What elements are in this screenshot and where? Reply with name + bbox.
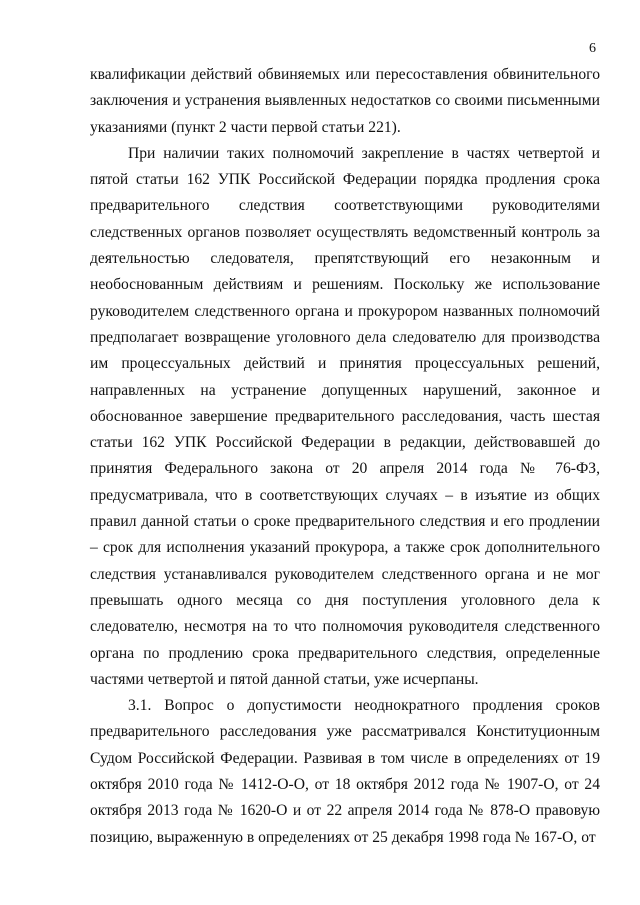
document-body xyxy=(90,62,600,851)
page-number: 6 xyxy=(589,41,596,56)
paragraph-3: 3.1. Вопрос о допустимости неоднократного продления сроков предварительного расследования уже рассматривался Конституционным Судом Российской Федерации. Развивая в том числе в определениях от 19 октября 2010 года № 1412-О-О, от 18 октября 2012 года № 1907-О, от 24 октября 2013 года № 1620-О и от 22 апреля 2014 года № 878-О правовую позицию, выраженную в определениях от 25 декабря 1998 года № 167-О, от xyxy=(90,697,600,846)
paragraph-1: квалификации действий обвиняемых или пересоставления обвинительного заключения и устранения выявленных недостатков со своими письменными указаниями (пункт 2 части первой статьи 221). xyxy=(90,66,600,136)
paragraph-2: При наличии таких полномочий закрепление в частях четвертой и пятой статьи 162 УПК Российской Федерации порядка продления срока предварительного следствия соответствующими руководителями следственных органов позволяет осуществлять ведомственный контроль за деятельностью следователя, препятствующий его незаконным и необоснованным действиям и решениям. Поскольку же использование руководителем следственного органа и прокурором названных полномочий предполагает возвращение уголовного дела следователю для производства им процессуальных действий и принятия процессуальных решений, направленных на устранение допущенных нарушений, законное и обоснованное завершение предварительного расследования, часть шестая статьи 162 УПК Российской Федерации в редакции, действовавшей до принятия Федерального закона от 20 апреля 2014 года № 76-ФЗ, предусматривала, что в соответствующих случаях – в изъятие из общих правил данной статьи о сроке предварительного следствия и его продлении – срок для исполнения указаний прокурора, а также срок дополнительного следствия устанавливался руководителем следственного органа и не мог превышать одного месяца со дня поступления уголовного дела к следователю, несмотря на то что полномочия руководителя следственного органа по продлению срока предварительного следствия, определенные частями четвертой и пятой данной статьи, уже исчерпаны. xyxy=(90,144,600,688)
